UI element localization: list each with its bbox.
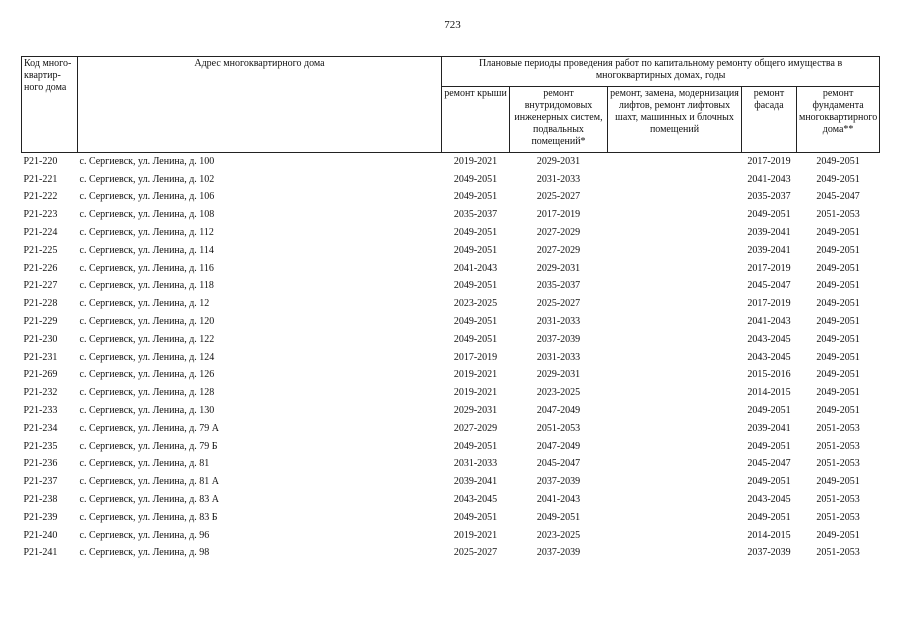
- cell-address: с. Сергиевск, ул. Ленина, д. 79 Б: [79, 440, 218, 452]
- cell-roof: 2039-2041: [453, 476, 498, 488]
- table-row: [22, 420, 880, 438]
- header-facade: ремонт фасада: [742, 87, 797, 153]
- page-number: 723: [444, 19, 461, 31]
- cell-roof: 2029-2031: [453, 405, 498, 417]
- header-systems: ремонт внутридомовых инженерных систем, подвальных помещений*: [510, 87, 608, 153]
- table-row: [22, 473, 880, 491]
- cell-systems: 2017-2019: [536, 209, 581, 221]
- cell-systems: 2029-2031: [536, 155, 581, 167]
- cell-facade: 2041-2043: [747, 173, 791, 185]
- cell-foundation: 2051-2053: [816, 440, 860, 452]
- header-periods: Плановые периоды проведения работ по капитальному ремонту общего имущества в многоквартирных домах, годы: [442, 57, 880, 87]
- cell-elevators: [608, 224, 742, 242]
- cell-systems: 2047-2049: [536, 405, 581, 417]
- table-body: [22, 153, 880, 563]
- cell-systems: 2041-2043: [536, 494, 581, 506]
- cell-roof: 2049-2051: [453, 244, 498, 256]
- table-row: [22, 242, 880, 260]
- cell-roof: 2049-2051: [453, 511, 498, 523]
- table-row: [22, 260, 880, 278]
- cell-elevators: [608, 402, 742, 420]
- header-roof: ремонт крыши: [442, 87, 510, 153]
- cell-facade: 2037-2039: [747, 547, 791, 559]
- cell-address: с. Сергиевск, ул. Ленина, д. 96: [79, 529, 210, 541]
- cell-roof: 2031-2033: [453, 458, 498, 470]
- cell-foundation: 2051-2053: [816, 422, 860, 434]
- cell-elevators: [608, 278, 742, 296]
- cell-code: P21-225: [23, 244, 58, 256]
- cell-code: P21-229: [23, 316, 58, 328]
- cell-roof: 2019-2021: [453, 155, 498, 167]
- cell-foundation: 2049-2051: [816, 387, 860, 399]
- cell-code: P21-239: [23, 511, 58, 523]
- cell-systems: 2029-2031: [536, 262, 581, 274]
- cell-systems: 2027-2029: [536, 227, 581, 239]
- cell-elevators: [608, 384, 742, 402]
- cell-foundation: 2049-2051: [816, 351, 860, 363]
- cell-code: P21-237: [23, 476, 58, 488]
- cell-foundation: 2049-2051: [816, 316, 860, 328]
- header-foundation: ремонт фундамента многоквартирного дома**: [797, 87, 880, 153]
- cell-facade: 2017-2019: [747, 262, 791, 274]
- cell-code: P21-227: [23, 280, 58, 292]
- table-row: [22, 438, 880, 456]
- cell-code: P21-240: [23, 529, 58, 541]
- table-row: [22, 171, 880, 189]
- cell-systems: 2031-2033: [536, 316, 581, 328]
- cell-facade: 2043-2045: [747, 333, 791, 345]
- cell-foundation: 2049-2051: [816, 529, 860, 541]
- cell-roof: 2025-2027: [453, 547, 498, 559]
- table-row: [22, 331, 880, 349]
- cell-elevators: [608, 260, 742, 278]
- cell-elevators: [608, 206, 742, 224]
- cell-roof: 2019-2021: [453, 387, 498, 399]
- cell-elevators: [608, 491, 742, 509]
- cell-roof: 2049-2051: [453, 333, 498, 345]
- cell-elevators: [608, 420, 742, 438]
- table-row: [22, 527, 880, 545]
- table-row: [22, 491, 880, 509]
- header-address: Адрес многоквартирного дома: [78, 57, 442, 153]
- cell-systems: 2025-2027: [536, 298, 581, 310]
- cell-address: с. Сергиевск, ул. Ленина, д. 12: [79, 298, 210, 310]
- cell-address: с. Сергиевск, ул. Ленина, д. 130: [79, 405, 215, 417]
- cell-elevators: [608, 313, 742, 331]
- cell-facade: 2049-2051: [747, 476, 791, 488]
- cell-roof: 2019-2021: [453, 529, 498, 541]
- cell-address: с. Сергиевск, ул. Ленина, д. 114: [79, 244, 214, 256]
- cell-foundation: 2051-2053: [816, 209, 860, 221]
- cell-facade: 2043-2045: [747, 494, 791, 506]
- cell-roof: 2017-2019: [453, 351, 498, 363]
- table-row: [22, 278, 880, 296]
- cell-foundation: 2049-2051: [816, 298, 860, 310]
- cell-facade: 2014-2015: [747, 387, 791, 399]
- cell-facade: 2017-2019: [747, 298, 791, 310]
- cell-address: с. Сергиевск, ул. Ленина, д. 79 А: [79, 422, 220, 434]
- cell-facade: 2041-2043: [747, 316, 791, 328]
- cell-address: с. Сергиевск, ул. Ленина, д. 83 Б: [79, 511, 218, 523]
- cell-facade: 2039-2041: [747, 422, 791, 434]
- cell-code: P21-226: [23, 262, 58, 274]
- cell-systems: 2027-2029: [536, 244, 581, 256]
- table-row: [22, 313, 880, 331]
- cell-code: P21-231: [23, 351, 58, 363]
- cell-facade: 2049-2051: [747, 209, 791, 221]
- cell-systems: 2031-2033: [536, 351, 581, 363]
- cell-elevators: [608, 527, 742, 545]
- cell-elevators: [608, 242, 742, 260]
- cell-elevators: [608, 349, 742, 367]
- cell-code: P21-224: [23, 227, 58, 239]
- table-row: [22, 189, 880, 207]
- cell-systems: 2037-2039: [536, 476, 581, 488]
- table-row: [22, 206, 880, 224]
- cell-systems: 2037-2039: [536, 333, 581, 345]
- cell-roof: 2035-2037: [453, 209, 498, 221]
- cell-systems: 2023-2025: [536, 387, 581, 399]
- cell-facade: 2015-2016: [747, 369, 791, 381]
- cell-facade: 2039-2041: [747, 244, 791, 256]
- cell-address: с. Сергиевск, ул. Ленина, д. 128: [79, 387, 215, 399]
- cell-code: P21-234: [23, 422, 58, 434]
- cell-code: P21-222: [23, 191, 58, 203]
- cell-address: с. Сергиевск, ул. Ленина, д. 122: [79, 333, 215, 345]
- cell-address: с. Сергиевск, ул. Ленина, д. 106: [79, 191, 215, 203]
- cell-elevators: [608, 545, 742, 563]
- cell-roof: 2049-2051: [453, 173, 498, 185]
- cell-code: P21-228: [23, 298, 58, 310]
- cell-roof: 2049-2051: [453, 280, 498, 292]
- cell-facade: 2049-2051: [747, 440, 791, 452]
- table-row: [22, 384, 880, 402]
- table-row: [22, 456, 880, 474]
- cell-systems: 2029-2031: [536, 369, 581, 381]
- cell-code: P21-220: [23, 155, 58, 167]
- table-row: [22, 295, 880, 313]
- cell-facade: 2017-2019: [747, 155, 791, 167]
- cell-code: P21-221: [23, 173, 58, 185]
- cell-address: с. Сергиевск, ул. Ленина, д. 83 А: [79, 494, 220, 506]
- cell-code: P21-241: [23, 547, 58, 559]
- cell-elevators: [608, 171, 742, 189]
- cell-code: P21-235: [23, 440, 58, 452]
- table-row: [22, 367, 880, 385]
- cell-elevators: [608, 509, 742, 527]
- cell-roof: 2043-2045: [453, 494, 498, 506]
- repair-schedule-table: [21, 56, 880, 562]
- table-row: [22, 349, 880, 367]
- cell-elevators: [608, 456, 742, 474]
- cell-systems: 2049-2051: [536, 511, 581, 523]
- cell-code: P21-232: [23, 387, 58, 399]
- cell-elevators: [608, 189, 742, 207]
- cell-facade: 2043-2045: [747, 351, 791, 363]
- cell-elevators: [608, 295, 742, 313]
- cell-foundation: 2049-2051: [816, 405, 860, 417]
- cell-systems: 2037-2039: [536, 547, 581, 559]
- cell-roof: 2023-2025: [453, 298, 498, 310]
- cell-code: P21-233: [23, 405, 58, 417]
- cell-elevators: [608, 367, 742, 385]
- cell-facade: 2035-2037: [747, 191, 791, 203]
- cell-roof: 2041-2043: [453, 262, 498, 274]
- cell-foundation: 2051-2053: [816, 511, 860, 523]
- header-code: Код много-квартир-ного дома: [22, 57, 78, 153]
- cell-foundation: 2049-2051: [816, 280, 860, 292]
- table-row: [22, 224, 880, 242]
- cell-roof: 2019-2021: [453, 369, 498, 381]
- header-elevators: ремонт, замена, модернизация лифтов, ремонт лифтовых шахт, машинных и блочных помещений: [608, 87, 742, 153]
- cell-systems: 2031-2033: [536, 173, 581, 185]
- cell-elevators: [608, 438, 742, 456]
- cell-facade: 2014-2015: [747, 529, 791, 541]
- cell-address: с. Сергиевск, ул. Ленина, д. 118: [79, 280, 214, 292]
- cell-foundation: 2049-2051: [816, 476, 860, 488]
- cell-roof: 2027-2029: [453, 422, 498, 434]
- cell-address: с. Сергиевск, ул. Ленина, д. 112: [79, 227, 214, 239]
- cell-address: с. Сергиевск, ул. Ленина, д. 98: [79, 547, 210, 559]
- cell-address: с. Сергиевск, ул. Ленина, д. 116: [79, 262, 214, 274]
- cell-elevators: [608, 473, 742, 491]
- cell-code: P21-269: [23, 369, 58, 381]
- cell-systems: 2035-2037: [536, 280, 581, 292]
- cell-facade: 2039-2041: [747, 227, 791, 239]
- cell-code: P21-230: [23, 333, 58, 345]
- cell-roof: 2049-2051: [453, 316, 498, 328]
- cell-foundation: 2051-2053: [816, 494, 860, 506]
- cell-systems: 2047-2049: [536, 440, 581, 452]
- cell-address: с. Сергиевск, ул. Ленина, д. 124: [79, 351, 215, 363]
- cell-foundation: 2049-2051: [816, 369, 860, 381]
- cell-systems: 2051-2053: [536, 422, 581, 434]
- cell-address: с. Сергиевск, ул. Ленина, д. 108: [79, 209, 215, 221]
- cell-systems: 2025-2027: [536, 191, 581, 203]
- cell-roof: 2049-2051: [453, 227, 498, 239]
- cell-code: P21-238: [23, 494, 58, 506]
- cell-foundation: 2049-2051: [816, 227, 860, 239]
- cell-systems: 2023-2025: [536, 529, 581, 541]
- cell-address: с. Сергиевск, ул. Ленина, д. 81: [79, 458, 210, 470]
- cell-foundation: 2045-2047: [816, 191, 860, 203]
- cell-foundation: 2051-2053: [816, 458, 860, 470]
- cell-facade: 2049-2051: [747, 405, 791, 417]
- cell-address: с. Сергиевск, ул. Ленина, д. 100: [79, 155, 215, 167]
- table-row: [22, 402, 880, 420]
- cell-foundation: 2049-2051: [816, 155, 860, 167]
- cell-address: с. Сергиевск, ул. Ленина, д. 102: [79, 173, 215, 185]
- cell-address: с. Сергиевск, ул. Ленина, д. 120: [79, 316, 215, 328]
- cell-address: с. Сергиевск, ул. Ленина, д. 126: [79, 369, 215, 381]
- cell-facade: 2049-2051: [747, 511, 791, 523]
- cell-facade: 2045-2047: [747, 280, 791, 292]
- cell-foundation: 2049-2051: [816, 173, 860, 185]
- table-row: [22, 545, 880, 563]
- cell-facade: 2045-2047: [747, 458, 791, 470]
- cell-foundation: 2049-2051: [816, 262, 860, 274]
- cell-elevators: [608, 153, 742, 171]
- table-row: [22, 153, 880, 171]
- table-row: [22, 509, 880, 527]
- cell-code: P21-236: [23, 458, 58, 470]
- cell-code: P21-223: [23, 209, 58, 221]
- cell-elevators: [608, 331, 742, 349]
- cell-address: с. Сергиевск, ул. Ленина, д. 81 А: [79, 476, 220, 488]
- cell-systems: 2045-2047: [536, 458, 581, 470]
- cell-foundation: 2049-2051: [816, 244, 860, 256]
- cell-roof: 2049-2051: [453, 440, 498, 452]
- cell-foundation: 2049-2051: [816, 333, 860, 345]
- cell-foundation: 2051-2053: [816, 547, 860, 559]
- cell-roof: 2049-2051: [453, 191, 498, 203]
